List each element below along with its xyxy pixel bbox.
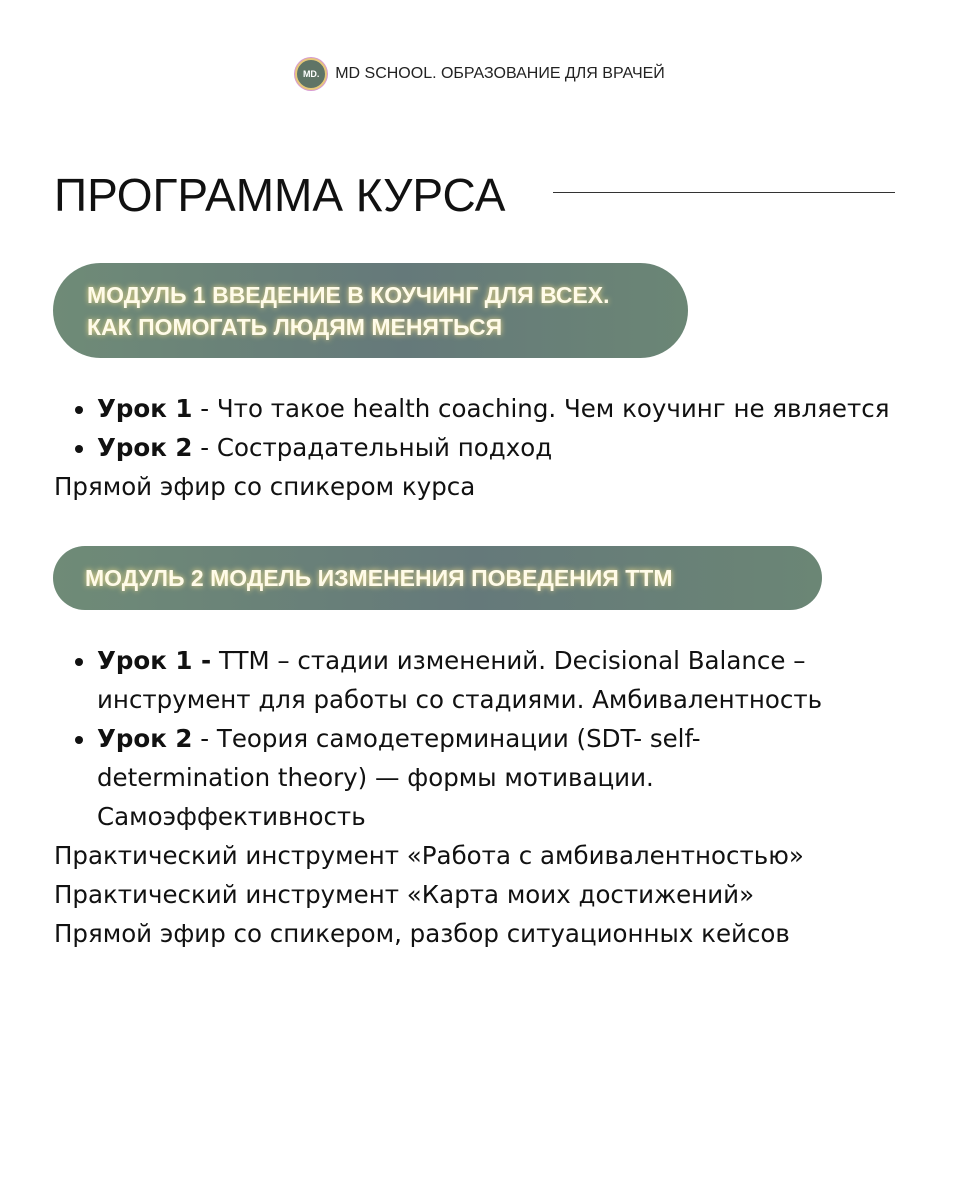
lesson-text: TTM – стадии изменений. Decisional Balance – инструмент для работы со стадиями. Амбивалентность [97, 646, 823, 714]
lesson-item [97, 428, 954, 467]
lesson-item [97, 389, 954, 428]
module-extra: Прямой эфир со спикером курса [54, 472, 476, 501]
lesson-text: - Сострадательный подход [192, 433, 553, 462]
lesson-text: - Теория самодетерминации (SDT- self-determination theory) — формы мотивации. Самоэффективность [97, 724, 701, 831]
module-2-title: МОДУЛЬ 2 МОДЕЛЬ ИЗМЕНЕНИЯ ПОВЕДЕНИЯ TTM [85, 565, 673, 591]
lesson-item [97, 719, 747, 836]
lesson-label: Урок 1 - [97, 646, 212, 675]
module-1-title-line1: МОДУЛЬ 1 ВВЕДЕНИЕ В КОУЧИНГ ДЛЯ ВСЕХ. [87, 281, 610, 308]
module-1-title-line2: КАК ПОМОГАТЬ ЛЮДЯМ МЕНЯТЬСЯ [87, 313, 503, 340]
module-1-banner [53, 263, 688, 358]
title-divider [553, 192, 895, 193]
module-extra: Практический инструмент «Карта моих достижений» [54, 880, 755, 909]
lesson-item [97, 641, 917, 719]
brand-name: MD SCHOOL. ОБРАЗОВАНИЕ ДЛЯ ВРАЧЕЙ [335, 65, 665, 82]
lesson-label: Урок 2 [97, 724, 193, 753]
module-2-banner [53, 546, 822, 610]
page-title: ПРОГРАММА КУРСА [54, 169, 506, 221]
header [0, 58, 960, 90]
module-1-content [54, 389, 954, 506]
module-2-content [54, 641, 904, 953]
lesson-label: Урок 2 [97, 433, 193, 462]
md-school-logo: MD. [295, 58, 327, 90]
module-extra: Прямой эфир со спикером, разбор ситуационных кейсов [54, 919, 790, 948]
lesson-text: - Что такое health coaching. Чем коучинг не является [192, 394, 890, 423]
lesson-label: Урок 1 [97, 394, 193, 423]
module-extra: Практический инструмент «Работа с амбивалентностью» [54, 841, 804, 870]
